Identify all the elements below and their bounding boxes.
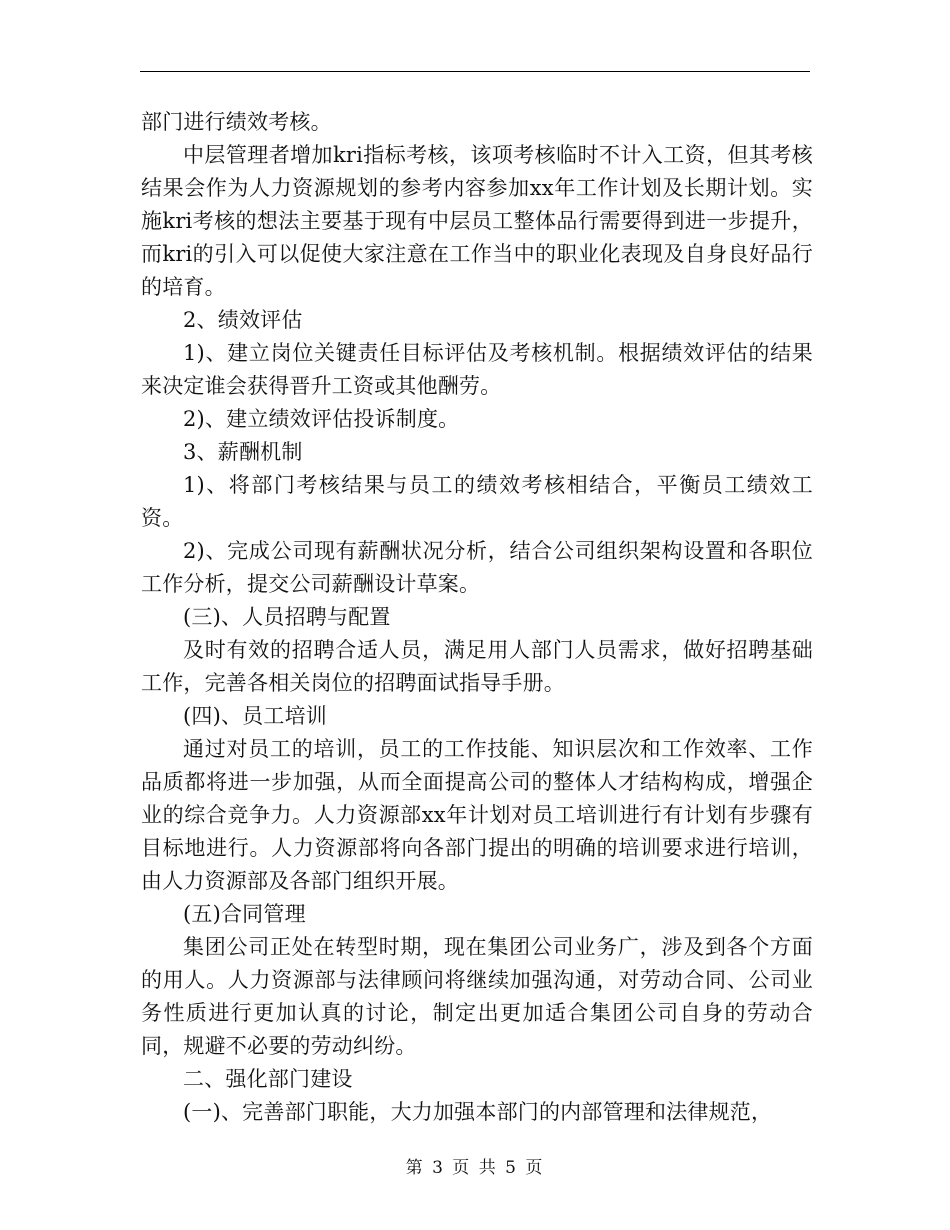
section-heading: (三)、人员招聘与配置: [183, 605, 391, 629]
paragraph: 部门进行绩效考核。: [141, 110, 332, 134]
section-heading: 2、绩效评估: [183, 308, 303, 332]
section-heading: 3、薪酬机制: [183, 440, 303, 464]
header-rule: [140, 71, 810, 72]
paragraph: 1)、将部门考核结果与员工的绩效考核相结合，平衡员工绩效工资。: [141, 473, 813, 530]
paragraph: 及时有效的招聘合适人员，满足用人部门人员需求，做好招聘基础工作，完善各相关岗位的招聘面试指导手册。: [141, 638, 813, 695]
section-heading: (四)、员工培训: [183, 704, 327, 728]
paragraph: 通过对员工的培训，员工的工作技能、知识层次和工作效率、工作品质都将进一步加强，从而全面提高公司的整体人才结构构成，增强企业的综合竞争力。人力资源部xx年计划对员工培训进行有计划有步骤有目标地进行。人力资源部将向各部门提出的明确的培训要求进行培训，由人力资源部及各部门组织开展。: [141, 737, 813, 893]
paragraph: 中层管理者增加kri指标考核，该项考核临时不计入工资，但其考核结果会作为人力资源规划的参考内容参加xx年工作计划及长期计划。实施kri考核的想法主要基于现有中层员工整体品行需要得到进一步提升，而kri的引入可以促使大家注意在工作当中的职业化表现及自身良好品行的培育。: [141, 143, 813, 299]
document-body: [141, 106, 813, 1129]
paragraph: 1)、建立岗位关键责任目标评估及考核机制。根据绩效评估的结果来决定谁会获得晋升工资或其他酬劳。: [141, 341, 813, 398]
paragraph: 2)、建立绩效评估投诉制度。: [183, 407, 460, 431]
section-heading: (五)合同管理: [183, 902, 306, 926]
paragraph: 2)、完成公司现有薪酬状况分析，结合公司组织架构设置和各职位工作分析，提交公司薪酬设计草案。: [141, 539, 813, 596]
section-heading: 二、强化部门建设: [183, 1067, 353, 1091]
paragraph: 集团公司正处在转型时期，现在集团公司业务广，涉及到各个方面的用人。人力资源部与法律顾问将继续加强沟通，对劳动合同、公司业务性质进行更加认真的讨论，制定出更加适合集团公司自身的劳动合同，规避不必要的劳动纠纷。: [141, 935, 813, 1058]
paragraph: (一)、完善部门职能，大力加强本部门的内部管理和法律规范，: [183, 1100, 773, 1124]
page-number-footer: 第 3 页 共 5 页: [405, 1158, 545, 1178]
